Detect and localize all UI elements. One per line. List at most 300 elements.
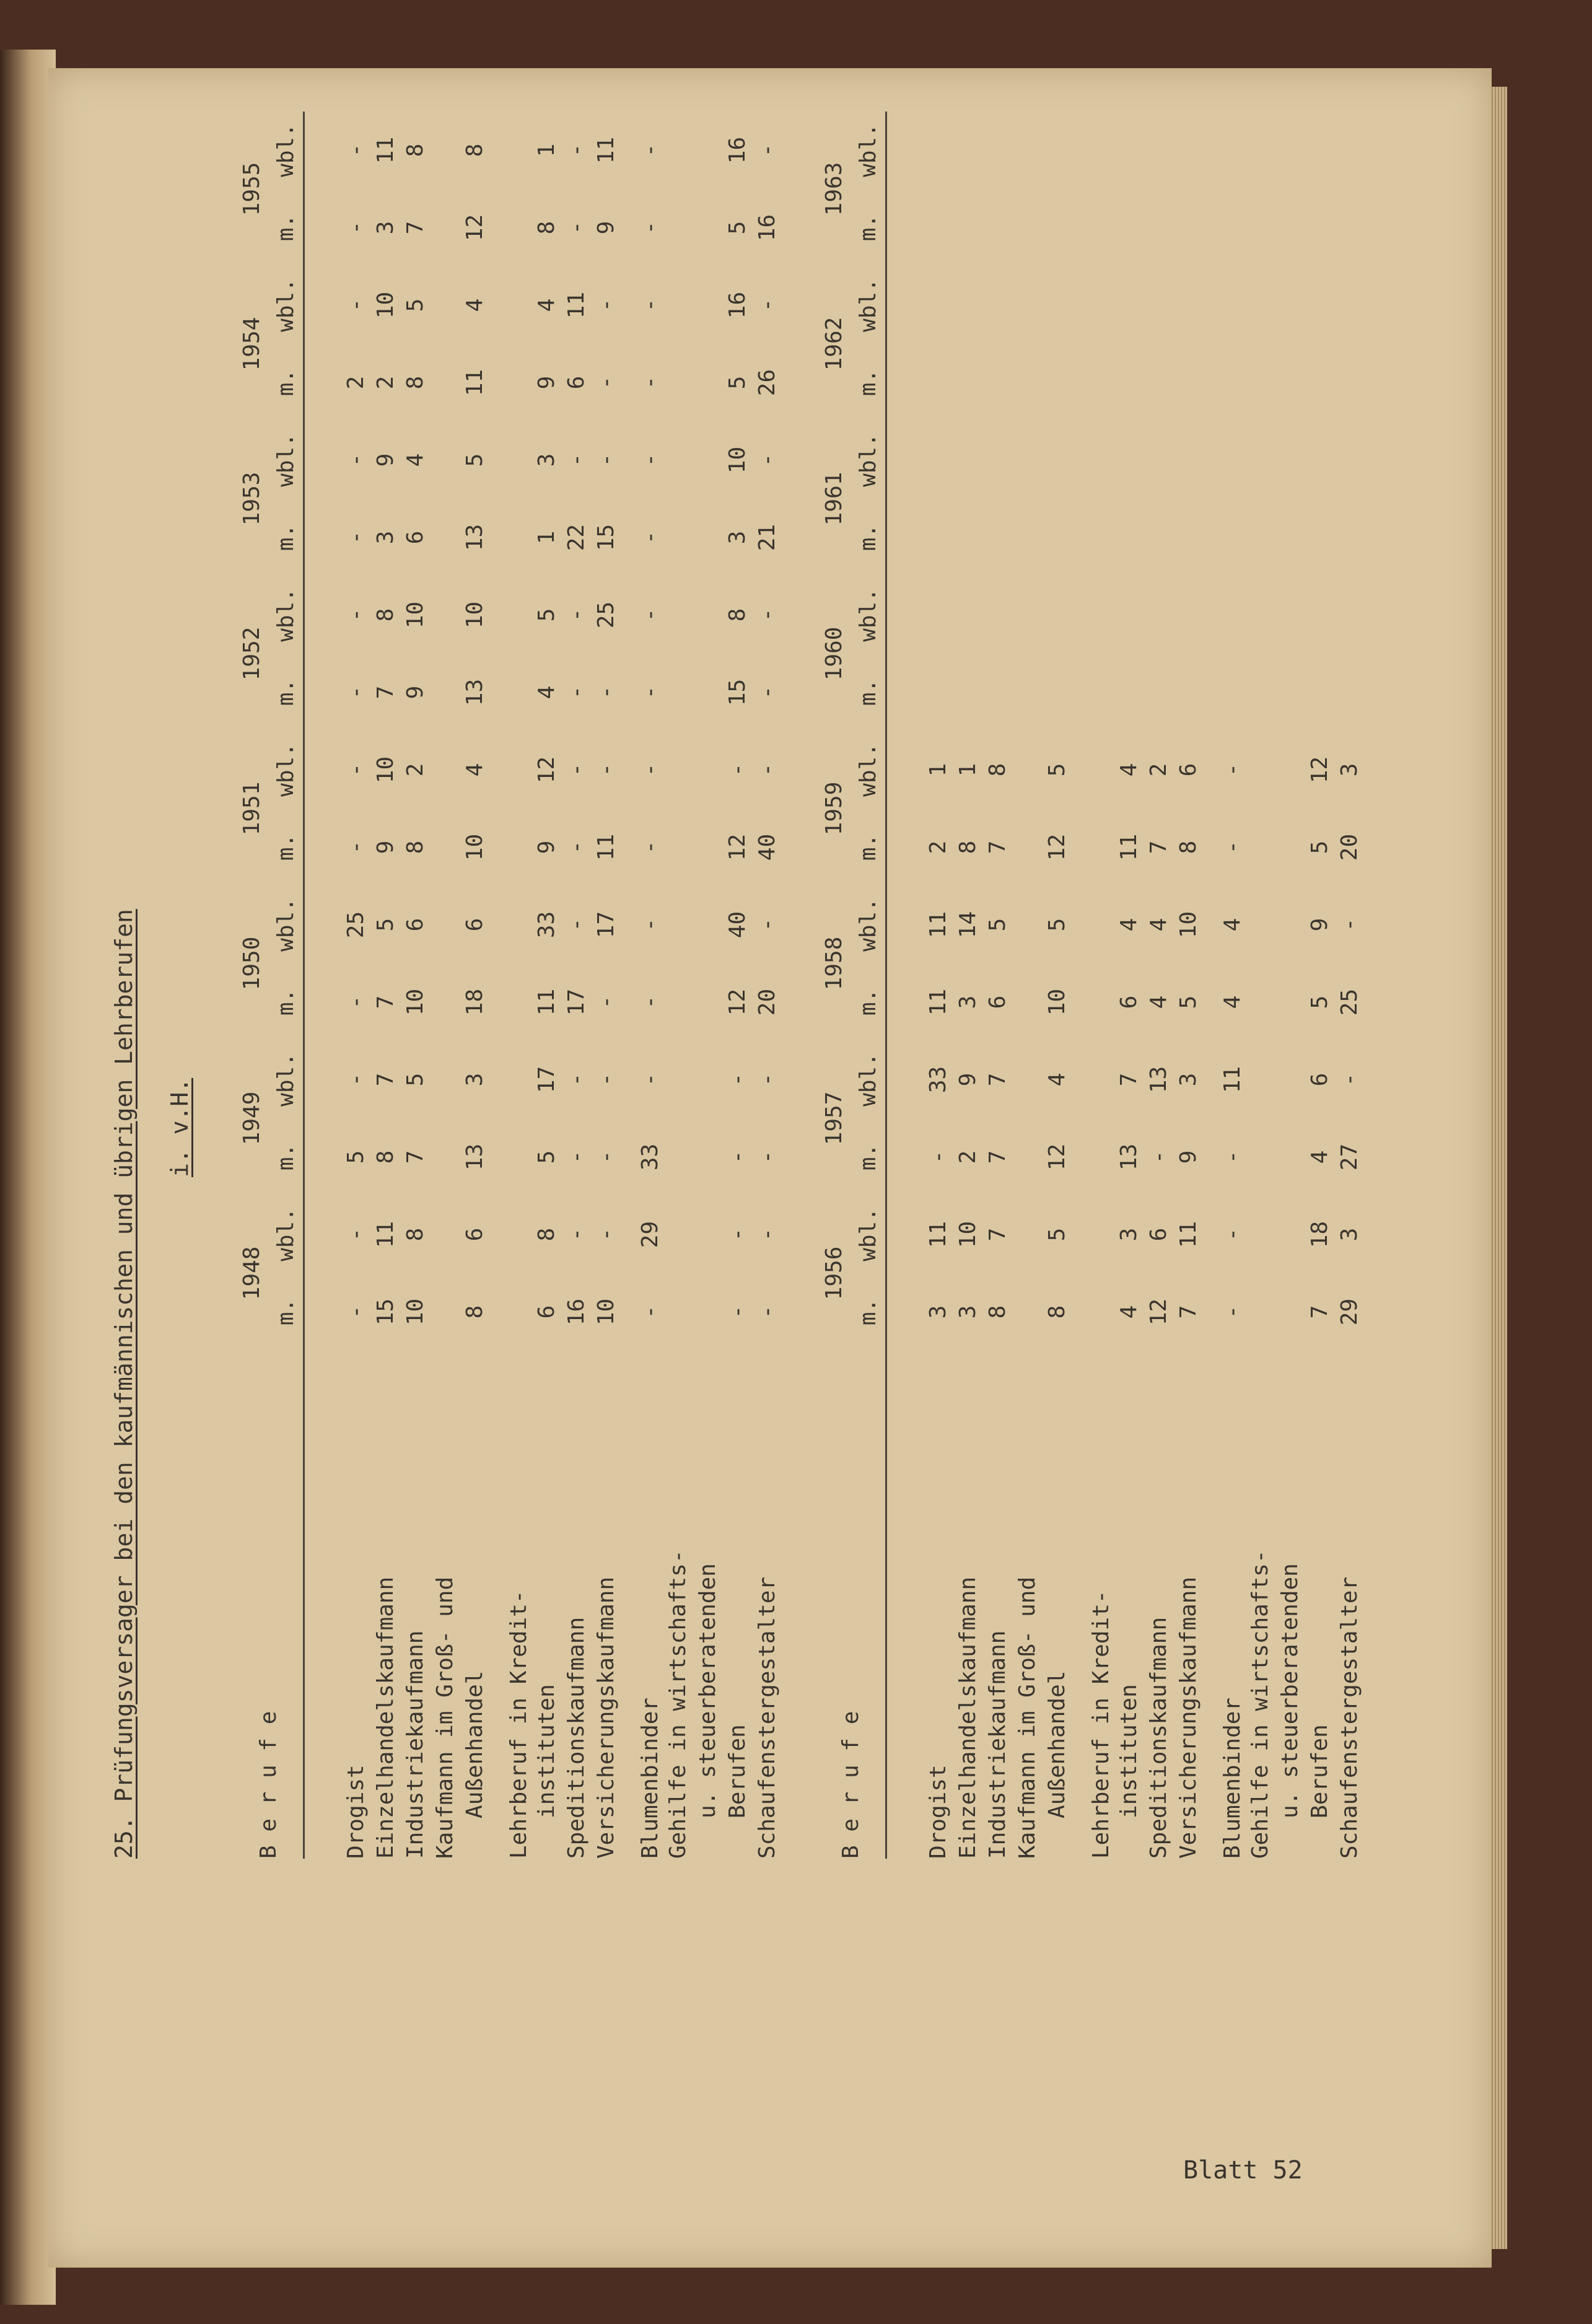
value-cell: - [343,840,369,854]
value-cell: 8 [1175,840,1201,854]
value-cell [1072,731,1114,809]
value-cell [663,1196,693,1273]
value-cell [693,112,722,189]
value-cell: 10 [372,291,398,319]
value-cell: - [343,1227,369,1242]
value-cell [1245,421,1275,499]
value-cell: 10 [1175,911,1201,939]
value-cell: 6 [461,1227,488,1242]
value-cell [1072,1273,1114,1351]
value-cell [953,112,982,189]
value-cell [663,112,693,189]
value-cell [1275,963,1305,1041]
value-cell: - [637,1305,663,1319]
value-cell [693,1273,722,1351]
value-cell [1114,266,1144,344]
value-cell [1245,499,1275,576]
value-cell: - [754,143,780,157]
value-cell: 8 [461,143,488,157]
value-cell [489,654,531,731]
value-cell [1072,189,1114,266]
value-cell [1042,112,1072,189]
value-cell: 6 [563,375,589,390]
value-cell [1275,266,1305,344]
value-cell [489,1273,531,1351]
value-cell [489,731,531,809]
value-cell [1012,809,1042,886]
value-cell [663,344,693,421]
value-cell: 4 [1145,918,1171,932]
value-cell [1012,576,1042,654]
female-header: wbl. [269,421,304,499]
year-header: 1955 [238,162,265,216]
value-cell [1334,576,1364,654]
value-cell: 6 [402,918,428,932]
value-cell [430,809,460,886]
value-cell [693,499,722,576]
table-row [561,112,591,1859]
value-cell: 3 [955,995,981,1009]
value-cell [693,1041,722,1118]
value-cell: 8 [533,1227,559,1242]
value-cell: 8 [1044,1305,1070,1319]
value-cell: 17 [563,988,589,1016]
male-header: m. [851,344,886,421]
female-header: wbl. [851,576,886,654]
row-label: Industriekaufmann [402,1630,428,1859]
value-cell [1042,344,1072,421]
value-cell [430,266,460,344]
value-cell [923,189,953,266]
value-cell: - [343,530,369,545]
value-cell: 26 [754,369,780,397]
value-cell: 16 [724,136,750,164]
value-cell: 11 [1220,1066,1245,1094]
value-cell [1245,1041,1275,1118]
value-cell: 7 [1175,1305,1201,1319]
year-header: 1948 [238,1246,265,1300]
value-cell [1334,499,1364,576]
male-header: m. [269,963,304,1041]
value-cell: 10 [372,756,398,784]
value-cell: 5 [1044,918,1070,932]
value-cell [1275,1196,1305,1273]
value-cell [1012,1041,1042,1118]
table-row [460,112,489,1859]
value-cell [1245,344,1275,421]
table-row [1203,112,1245,1859]
value-cell: 3 [461,1072,488,1087]
row-label: u. steuerberatenden [694,1563,720,1859]
value-cell [1072,654,1114,731]
value-cell [1203,266,1245,344]
left-page-edge [0,50,56,2305]
value-cell [663,731,693,809]
value-cell: 4 [533,685,559,699]
value-cell: 13 [461,678,488,706]
value-cell [1305,421,1334,499]
value-cell [430,344,460,421]
value-cell [1114,344,1144,421]
value-cell: - [637,840,663,854]
value-cell: 25 [593,601,619,629]
column-label-berufe: B e r u f e [838,1711,864,1859]
value-cell [1203,499,1245,576]
value-cell [663,1118,693,1196]
value-cell: - [1145,1150,1171,1164]
year-header: 1960 [821,626,847,681]
year-header-row [816,112,851,1859]
value-cell: - [343,763,369,777]
value-cell: 4 [1220,995,1245,1009]
value-cell [1275,421,1305,499]
table-row [1275,112,1305,1859]
value-cell: - [637,1072,663,1087]
table-row [400,112,430,1859]
value-cell: 3 [372,530,398,545]
value-cell: - [754,608,780,622]
value-cell: - [637,918,663,932]
table-row [341,112,370,1859]
row-label: Einzelhandelskaufmann [955,1576,981,1859]
value-cell [1305,499,1334,576]
value-cell: 25 [1336,988,1362,1016]
value-cell [1012,344,1042,421]
value-cell: 11 [372,136,398,164]
value-cell: 7 [372,995,398,1009]
value-cell [1245,886,1275,963]
value-cell [1245,189,1275,266]
value-cell [1114,654,1144,731]
value-cell [1144,421,1173,499]
value-cell: 2 [402,763,428,777]
year-header: 1959 [821,781,847,836]
value-cell [953,421,982,499]
value-cell [1012,731,1042,809]
value-cell [1114,112,1144,189]
value-cell: 8 [533,221,559,235]
value-cell: - [1220,1305,1245,1319]
value-cell: 3 [724,530,750,545]
table-row [591,112,621,1859]
table-row [531,112,561,1859]
value-cell [693,1196,722,1273]
value-cell [1144,499,1173,576]
value-cell [430,189,460,266]
year-header: 1953 [238,471,265,526]
value-cell: 9 [593,221,619,235]
value-cell: - [343,1072,369,1087]
row-label: instituten [533,1684,559,1859]
value-cell: - [1336,918,1362,932]
value-cell: 18 [461,988,488,1016]
value-cell [1305,344,1334,421]
value-cell [1334,344,1364,421]
value-cell: 4 [1116,763,1142,777]
female-header: wbl. [269,886,304,963]
table-row [982,112,1012,1859]
value-cell: - [724,1305,750,1319]
value-cell: - [343,143,369,157]
value-cell: 3 [925,1305,951,1319]
value-cell: 8 [402,1227,428,1242]
value-cell: - [563,1227,589,1242]
value-cell [1042,576,1072,654]
value-cell: 1 [925,763,951,777]
value-cell: 11 [533,988,559,1016]
value-cell: - [343,298,369,312]
value-cell: 8 [955,840,981,854]
row-label: Außenhandel [1044,1670,1070,1859]
value-cell: 12 [1044,833,1070,861]
value-cell: 33 [925,1066,951,1094]
value-cell [693,731,722,809]
value-cell [1334,266,1364,344]
year-header: 1952 [238,626,265,681]
row-label: Kaufmann im Groß- und [1014,1576,1040,1859]
value-cell: - [593,298,619,312]
row-label: Einzelhandelskaufmann [372,1576,398,1859]
value-cell: 3 [1336,763,1362,777]
value-cell [1072,266,1114,344]
value-cell [1245,731,1275,809]
value-cell [1275,1118,1305,1196]
column-label-berufe: B e r u f e [255,1711,281,1859]
value-cell [1305,576,1334,654]
value-cell: 7 [984,1072,1010,1087]
value-cell: - [343,1305,369,1319]
value-cell: - [754,685,780,699]
male-header: m. [851,654,886,731]
value-cell [1072,1041,1114,1118]
value-cell [982,189,1012,266]
value-cell: 6 [984,995,1010,1009]
value-cell [430,576,460,654]
value-cell: 4 [461,298,488,312]
table-row [752,112,782,1859]
value-cell: 16 [563,1298,589,1326]
value-cell [982,421,1012,499]
value-cell [1012,1118,1042,1196]
value-cell: 20 [754,988,780,1016]
document-title: 25. Prüfungsversager bei den kaufmännischen und übrigen Lehrberufen [110,909,138,1859]
female-header: wbl. [851,112,886,189]
value-cell: - [563,918,589,932]
value-cell: 12 [1145,1298,1171,1326]
value-cell: 6 [1306,1072,1332,1087]
value-cell: 12 [461,214,488,242]
value-cell [693,809,722,886]
value-cell [1042,499,1072,576]
value-cell [1042,421,1072,499]
value-cell [1173,266,1203,344]
value-cell: 3 [372,221,398,235]
value-cell [1275,344,1305,421]
value-cell [693,189,722,266]
value-cell [1012,963,1042,1041]
table-row [693,112,722,1859]
value-cell [1012,654,1042,731]
value-cell [1012,266,1042,344]
value-cell [1305,266,1334,344]
value-cell [1203,344,1245,421]
year-header: 1950 [238,936,265,991]
value-cell: 2 [955,1150,981,1164]
female-header: wbl. [851,421,886,499]
value-cell: 10 [724,446,750,474]
value-cell [663,963,693,1041]
value-cell [1042,189,1072,266]
row-label: Versicherungskaufmann [1175,1576,1201,1859]
spacer-row [304,112,341,1859]
value-cell: 8 [402,375,428,390]
value-cell: 4 [402,453,428,467]
value-cell [663,266,693,344]
year-header: 1961 [821,471,847,526]
value-cell [1114,421,1144,499]
table-row [1173,112,1203,1859]
value-cell: 7 [372,1072,398,1087]
value-cell [1144,576,1173,654]
value-cell: 8 [372,1150,398,1164]
value-cell: 12 [533,756,559,784]
value-cell: - [637,221,663,235]
value-cell: 9 [1175,1150,1201,1164]
value-cell: 2 [925,840,951,854]
value-cell: 1 [955,763,981,777]
row-label: u. steuerberatenden [1277,1563,1303,1859]
value-cell [693,421,722,499]
value-cell [982,112,1012,189]
table-row [1042,112,1072,1859]
value-cell [693,266,722,344]
value-cell [693,1118,722,1196]
value-cell [663,654,693,731]
value-cell: 7 [984,1227,1010,1242]
value-cell: 5 [1306,840,1332,854]
value-cell [663,499,693,576]
value-cell: 10 [402,988,428,1016]
value-cell [430,1118,460,1196]
table-row [1072,112,1114,1859]
value-cell: 5 [724,221,750,235]
value-cell: 10 [955,1221,981,1248]
failure-table-1956-1963 [816,112,1364,1859]
row-label: Industriekaufmann [984,1630,1010,1859]
year-header: 1951 [238,781,265,836]
value-cell [1173,112,1203,189]
value-cell [1275,654,1305,731]
male-header: m. [851,1118,886,1196]
value-cell: 12 [1306,756,1332,784]
value-cell [1203,189,1245,266]
value-cell [663,421,693,499]
value-cell: 27 [1336,1143,1362,1171]
value-cell: 11 [925,988,951,1016]
value-cell [1245,1196,1275,1273]
value-cell [1042,266,1072,344]
value-cell: 4 [1044,1072,1070,1087]
value-cell [489,1196,531,1273]
value-cell: 4 [1306,1150,1332,1164]
value-cell [489,112,531,189]
value-cell [430,421,460,499]
row-label: Gehilfe in wirtschafts- [1247,1550,1273,1859]
value-cell [1114,499,1144,576]
value-cell: 9 [533,375,559,390]
value-cell: 6 [1145,1227,1171,1242]
value-cell: 7 [402,221,428,235]
value-cell [1203,654,1245,731]
value-cell [1245,112,1275,189]
value-cell: - [754,298,780,312]
value-cell [953,344,982,421]
value-cell [489,963,531,1041]
year-header: 1949 [238,1091,265,1146]
value-cell [663,1273,693,1351]
row-label: Schaufenstergestalter [1336,1576,1362,1859]
value-cell [1275,886,1305,963]
value-cell [1173,421,1203,499]
value-cell: - [563,1150,589,1164]
row-label: Speditionskaufmann [1145,1616,1171,1859]
value-cell: 16 [754,214,780,242]
value-cell [1245,1118,1275,1196]
value-cell [1275,731,1305,809]
value-cell: - [563,221,589,235]
value-cell: 33 [533,911,559,939]
value-cell: 9 [1306,918,1332,932]
value-cell [982,266,1012,344]
value-cell [1012,499,1042,576]
value-cell: 5 [402,298,428,312]
value-cell: 4 [533,298,559,312]
value-cell [489,886,531,963]
value-cell: 3 [955,1305,981,1319]
value-cell: 5 [1044,1227,1070,1242]
value-cell [489,421,531,499]
value-cell [489,809,531,886]
value-cell: 8 [984,763,1010,777]
value-cell [1114,189,1144,266]
value-cell: 8 [402,840,428,854]
table-row [1305,112,1334,1859]
value-cell [1072,886,1114,963]
value-cell [953,576,982,654]
row-label: Berufen [1306,1724,1332,1859]
value-cell: - [563,143,589,157]
female-header: wbl. [851,266,886,344]
row-label: Schaufenstergestalter [754,1576,780,1859]
value-cell: - [754,1150,780,1164]
value-cell [1144,344,1173,421]
value-cell: 14 [955,911,981,939]
value-cell [1275,1273,1305,1351]
value-cell [1072,1196,1114,1273]
row-label: Außenhandel [461,1670,488,1859]
male-header: m. [269,1118,304,1196]
value-cell: 7 [1145,840,1171,854]
value-cell: 1 [533,143,559,157]
value-cell: 10 [461,601,488,629]
value-cell [489,1118,531,1196]
value-cell: 7 [372,685,398,699]
value-cell: - [724,763,750,777]
value-cell: 6 [1116,995,1142,1009]
value-cell [1203,576,1245,654]
table-row [1144,112,1173,1859]
value-cell [1275,1041,1305,1118]
